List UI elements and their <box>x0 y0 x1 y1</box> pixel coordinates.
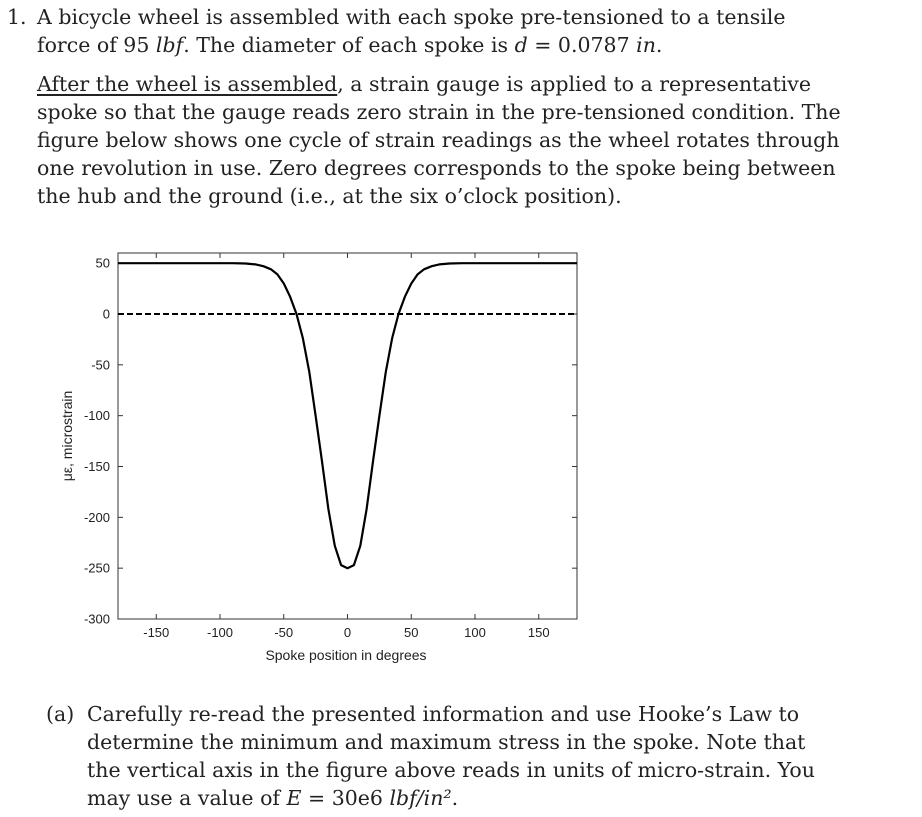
y-tick-label: 50 <box>95 255 110 271</box>
y-tick-label: -100 <box>83 408 110 424</box>
x-tick-label: -50 <box>274 625 294 640</box>
problem-paragraph: After the wheel is assembled, a strain gauge is applied to a representative spoke so that the gauge reads zero strain in the pre-tensioned condition. The figure below shows one cycle of strain readings as the wheel rotates through one revolution in use. Zero degrees corresponds to the spoke being between the hub and the ground (i.e., at the six o’clock position). <box>37 72 841 208</box>
x-axis-label: Spoke position in degrees <box>265 647 427 663</box>
underlined-phrase: After the wheel is assembled <box>37 72 338 96</box>
problem-number: 1. <box>7 5 27 29</box>
y-tick-label: -200 <box>83 509 110 525</box>
y-tick-label: -250 <box>83 560 110 576</box>
x-tick-label: -100 <box>206 625 234 640</box>
x-tick-label: -150 <box>143 625 170 640</box>
x-tick-label: 50 <box>404 625 419 640</box>
y-tick-label: -300 <box>83 611 110 627</box>
y-tick-label: -150 <box>83 459 110 474</box>
x-tick-label: 0 <box>343 625 352 640</box>
question-a <box>46 700 836 812</box>
y-tick-label: -50 <box>91 357 110 373</box>
x-tick-label: 100 <box>464 625 486 640</box>
x-tick-label: 150 <box>527 625 550 640</box>
plot-frame <box>118 253 577 619</box>
problem-intro: A bicycle wheel is assembled with each spoke pre-tensioned to a tensile force of 95 lbf. The diameter of each spoke is d = 0.0787 in. <box>37 5 786 57</box>
y-axis-label: με, microstrain <box>59 390 75 482</box>
strain-curve <box>118 263 577 568</box>
question-a-text: Carefully re-read the presented information and use Hooke’s Law to determine the minimum and maximum stress in the spoke. Note that the vertical axis in the figure above reads in units of micro-strain. You may use a value of E = 30e6 lbf/in². <box>87 702 815 810</box>
y-tick-label: 0 <box>102 306 110 322</box>
question-a-label: (a) <box>46 702 75 726</box>
